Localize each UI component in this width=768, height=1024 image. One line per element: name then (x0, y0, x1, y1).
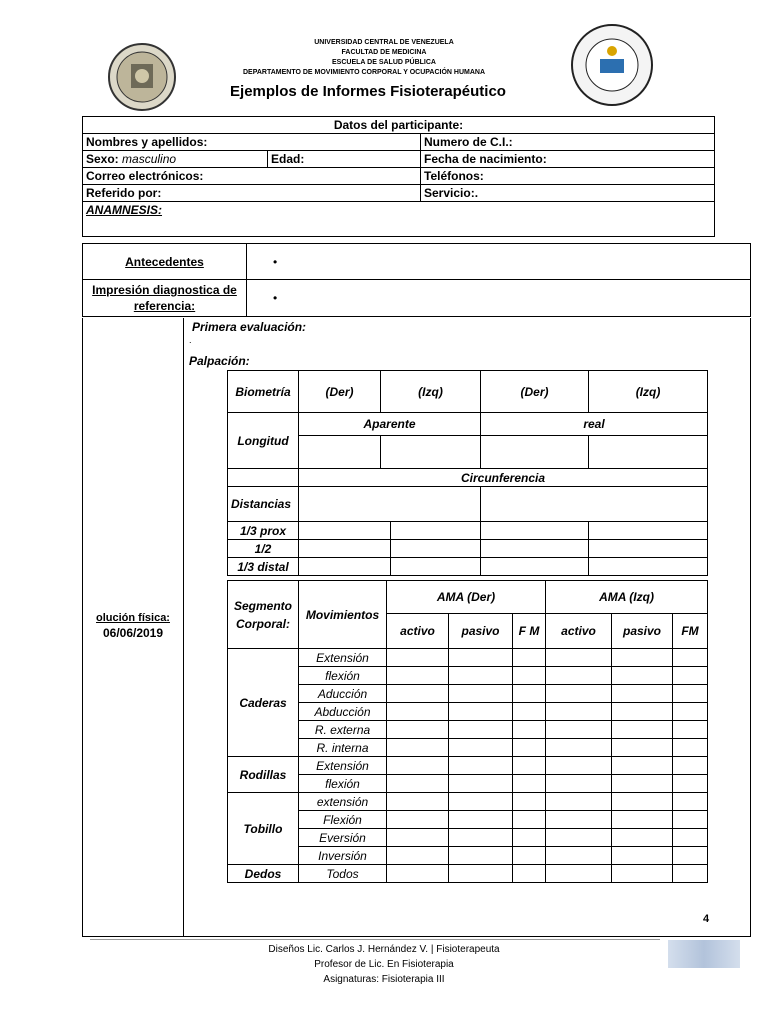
rom-value-cell[interactable] (387, 703, 449, 721)
biometry-izq-header: (Izq) (381, 371, 481, 413)
rom-row (228, 649, 708, 667)
rom-value-cell[interactable] (546, 739, 612, 757)
service-label: Servicio:. (421, 185, 715, 202)
rom-value-cell[interactable] (546, 703, 612, 721)
rom-value-cell[interactable] (612, 667, 673, 685)
rom-row (228, 811, 708, 829)
biometry-cell[interactable] (589, 540, 708, 558)
palpation-label: Palpación: (189, 354, 250, 368)
segment-name: Rodillas (228, 757, 299, 793)
range-of-motion-body (228, 649, 708, 883)
rom-value-cell[interactable] (449, 649, 513, 667)
evaluation-divider (183, 318, 184, 936)
segment-name: Caderas (228, 649, 299, 757)
rom-value-cell[interactable] (449, 865, 513, 883)
rom-value-cell[interactable] (387, 685, 449, 703)
pasivo-izq-header: pasivo (612, 614, 673, 649)
page-number: 4 (703, 913, 710, 925)
rom-value-cell[interactable] (513, 829, 546, 847)
movement-name: R. externa (299, 721, 387, 739)
biometry-cell[interactable] (299, 540, 391, 558)
longitud-cell[interactable] (589, 436, 708, 469)
rom-value-cell[interactable] (612, 739, 673, 757)
rom-value-cell[interactable] (673, 829, 708, 847)
header-line-department: DEPARTAMENTO DE MOVIMIENTO CORPORAL Y OCUPACIÓN HUMANA (242, 69, 486, 76)
movement-name: Extensión (299, 757, 387, 775)
rom-value-cell[interactable] (546, 829, 612, 847)
rom-value-cell[interactable] (546, 847, 612, 865)
rom-value-cell[interactable] (612, 757, 673, 775)
distances-label: Distancias (228, 487, 299, 522)
rom-value-cell[interactable] (546, 721, 612, 739)
rom-row (228, 721, 708, 739)
page-title: Ejemplos de Informes Fisioterapéutico (230, 83, 506, 100)
rom-value-cell[interactable] (513, 685, 546, 703)
antecedentes-bullet: • (247, 244, 751, 280)
diagnosis-bullet: • (247, 280, 751, 317)
distances-cell[interactable] (481, 487, 708, 522)
biometry-row-label: 1/3 distal (228, 558, 299, 576)
rom-value-cell[interactable] (673, 775, 708, 793)
antecedentes-label: Antecedentes (83, 244, 247, 280)
evaluation-side-label: olución física: (96, 612, 170, 624)
rom-value-cell[interactable] (612, 847, 673, 865)
rom-value-cell[interactable] (387, 721, 449, 739)
rom-value-cell[interactable] (387, 757, 449, 775)
ama-der-header: AMA (Der) (387, 581, 546, 614)
biometry-row-label: 1/3 prox (228, 522, 299, 540)
rom-value-cell[interactable] (513, 649, 546, 667)
rom-value-cell[interactable] (673, 703, 708, 721)
longitud-cell[interactable] (381, 436, 481, 469)
rom-value-cell[interactable] (513, 793, 546, 811)
movement-name: Eversión (299, 829, 387, 847)
rom-row (228, 865, 708, 883)
rom-value-cell[interactable] (387, 829, 449, 847)
footer-subjects: Asignaturas: Fisioterapia III (323, 974, 445, 985)
rom-value-cell[interactable] (387, 739, 449, 757)
email-label: Correo electrónicos: (83, 168, 421, 185)
birth-date-label: Fecha de nacimiento: (421, 151, 715, 168)
rom-value-cell[interactable] (673, 721, 708, 739)
ci-label: Numero de C.I.: (421, 134, 715, 151)
biometry-cell[interactable] (391, 558, 481, 576)
rom-row (228, 685, 708, 703)
movement-name: flexión (299, 775, 387, 793)
rom-value-cell[interactable] (449, 829, 513, 847)
movement-name: flexión (299, 667, 387, 685)
movement-name: Todos (299, 865, 387, 883)
activo-izq-header: activo (546, 614, 612, 649)
sex-label: Sexo: (86, 152, 119, 166)
rom-value-cell[interactable] (449, 757, 513, 775)
biometry-cell[interactable] (299, 558, 391, 576)
rom-value-cell[interactable] (449, 721, 513, 739)
rom-value-cell[interactable] (449, 739, 513, 757)
longitud-cell[interactable] (481, 436, 589, 469)
rom-value-cell[interactable] (449, 793, 513, 811)
participant-data-table (82, 116, 715, 237)
rom-row (228, 775, 708, 793)
rom-value-cell[interactable] (387, 649, 449, 667)
pasivo-der-header: pasivo (449, 614, 513, 649)
rom-value-cell[interactable] (612, 775, 673, 793)
rom-value-cell[interactable] (449, 685, 513, 703)
header-line-school: ESCUELA DE SALUD PÚBLICA (332, 59, 436, 66)
segment-name: Dedos (228, 865, 299, 883)
biometry-cell[interactable] (391, 540, 481, 558)
rom-value-cell[interactable] (612, 811, 673, 829)
segment-name: Tobillo (228, 793, 299, 865)
biometry-cell[interactable] (481, 558, 589, 576)
rom-value-cell[interactable] (612, 829, 673, 847)
rom-value-cell[interactable] (612, 865, 673, 883)
fm-izq-header: FM (673, 614, 708, 649)
segment-header: Segmento Corporal: (228, 581, 299, 649)
movement-header: Movimientos (299, 581, 387, 649)
biometry-cell[interactable] (481, 540, 589, 558)
rom-value-cell[interactable] (673, 667, 708, 685)
rom-value-cell[interactable] (612, 793, 673, 811)
biometry-cell[interactable] (589, 558, 708, 576)
longitud-cell[interactable] (299, 436, 381, 469)
rom-value-cell[interactable] (673, 739, 708, 757)
rom-row (228, 793, 708, 811)
rom-value-cell[interactable] (673, 847, 708, 865)
diagnosis-label: Impresión diagnostica de referencia: (83, 280, 247, 317)
rom-value-cell[interactable] (513, 847, 546, 865)
rom-row (228, 739, 708, 757)
rom-value-cell[interactable] (612, 685, 673, 703)
rom-row (228, 829, 708, 847)
rom-value-cell[interactable] (546, 865, 612, 883)
circumference-spacer (228, 469, 299, 487)
rom-value-cell[interactable] (387, 667, 449, 685)
rom-value-cell[interactable] (513, 865, 546, 883)
first-evaluation-note: . (189, 335, 192, 345)
rom-value-cell[interactable] (449, 703, 513, 721)
rom-value-cell[interactable] (612, 649, 673, 667)
movement-name: Inversión (299, 847, 387, 865)
movement-name: Aducción (299, 685, 387, 703)
rom-value-cell[interactable] (449, 775, 513, 793)
rom-row (228, 757, 708, 775)
rom-value-cell[interactable] (546, 685, 612, 703)
circumference-label: Circunferencia (299, 469, 708, 487)
rom-value-cell[interactable] (546, 775, 612, 793)
rom-value-cell[interactable] (546, 667, 612, 685)
biometry-header: Biometría (228, 371, 299, 413)
rom-value-cell[interactable] (546, 793, 612, 811)
rom-value-cell[interactable] (673, 685, 708, 703)
referred-by-label: Referido por: (83, 185, 421, 202)
movement-name: Abducción (299, 703, 387, 721)
age-label: Edad: (268, 151, 421, 168)
rom-row (228, 667, 708, 685)
rom-value-cell[interactable] (673, 757, 708, 775)
anamnesis-cell (83, 202, 715, 237)
participant-section-title: Datos del participante: (83, 117, 715, 134)
activo-der-header: activo (387, 614, 449, 649)
rom-value-cell[interactable] (387, 865, 449, 883)
biometry-der-header: (Der) (299, 371, 381, 413)
biometry-cell[interactable] (589, 522, 708, 540)
rom-row (228, 847, 708, 865)
sex-cell (83, 151, 268, 168)
rom-value-cell[interactable] (449, 847, 513, 865)
rom-value-cell[interactable] (612, 703, 673, 721)
rom-value-cell[interactable] (513, 739, 546, 757)
fm-der-header: F M (513, 614, 546, 649)
rom-value-cell[interactable] (513, 811, 546, 829)
rom-value-cell[interactable] (449, 811, 513, 829)
rom-value-cell[interactable] (673, 649, 708, 667)
biometry-table (227, 370, 708, 576)
phones-label: Teléfonos: (421, 168, 715, 185)
movement-name: Extensión (299, 649, 387, 667)
rom-value-cell[interactable] (673, 865, 708, 883)
rom-value-cell[interactable] (387, 847, 449, 865)
rom-value-cell[interactable] (449, 667, 513, 685)
footer-rule (90, 939, 660, 940)
anamnesis-label: ANAMNESIS: (86, 203, 163, 217)
header-line-university: UNIVERSIDAD CENTRAL DE VENEZUELA (314, 39, 454, 46)
school-emblem-logo (568, 21, 656, 109)
names-label: Nombres y apellidos: (83, 134, 421, 151)
biometry-izq-header-2: (Izq) (589, 371, 708, 413)
rom-value-cell[interactable] (513, 667, 546, 685)
rom-value-cell[interactable] (387, 775, 449, 793)
footer-author: Diseños Lic. Carlos J. Hernández V. | Fisioterapeuta (268, 944, 500, 955)
footer-role: Profesor de Lic. En Fisioterapia (314, 959, 454, 970)
rom-value-cell[interactable] (546, 649, 612, 667)
biometry-der-header-2: (Der) (481, 371, 589, 413)
movement-name: extensión (299, 793, 387, 811)
range-of-motion-table (227, 580, 708, 883)
sex-value: masculino (122, 152, 177, 166)
longitud-label: Longitud (228, 413, 299, 469)
history-table (82, 243, 751, 317)
biometry-cell[interactable] (481, 522, 589, 540)
rom-value-cell[interactable] (387, 793, 449, 811)
rom-value-cell[interactable] (513, 757, 546, 775)
rom-value-cell[interactable] (612, 721, 673, 739)
rom-value-cell[interactable] (387, 811, 449, 829)
rom-value-cell[interactable] (546, 757, 612, 775)
rom-value-cell[interactable] (513, 721, 546, 739)
movement-name: R. interna (299, 739, 387, 757)
rom-value-cell[interactable] (673, 811, 708, 829)
distances-cell[interactable] (299, 487, 481, 522)
evaluation-date: 06/06/2019 (102, 626, 164, 640)
ama-izq-header: AMA (Izq) (546, 581, 708, 614)
header-line-faculty: FACULTAD DE MEDICINA (341, 49, 427, 56)
movement-name: Flexión (299, 811, 387, 829)
rom-value-cell[interactable] (513, 703, 546, 721)
rom-value-cell[interactable] (673, 793, 708, 811)
rom-value-cell[interactable] (546, 811, 612, 829)
biometry-cell[interactable] (299, 522, 391, 540)
biometry-cell[interactable] (391, 522, 481, 540)
footer-decoration-image (668, 940, 740, 968)
biometry-row-label: 1/2 (228, 540, 299, 558)
rom-value-cell[interactable] (513, 775, 546, 793)
first-evaluation-label: Primera evaluación: (192, 320, 307, 334)
aparente-label: Aparente (299, 413, 481, 436)
rom-row (228, 703, 708, 721)
real-label: real (481, 413, 708, 436)
